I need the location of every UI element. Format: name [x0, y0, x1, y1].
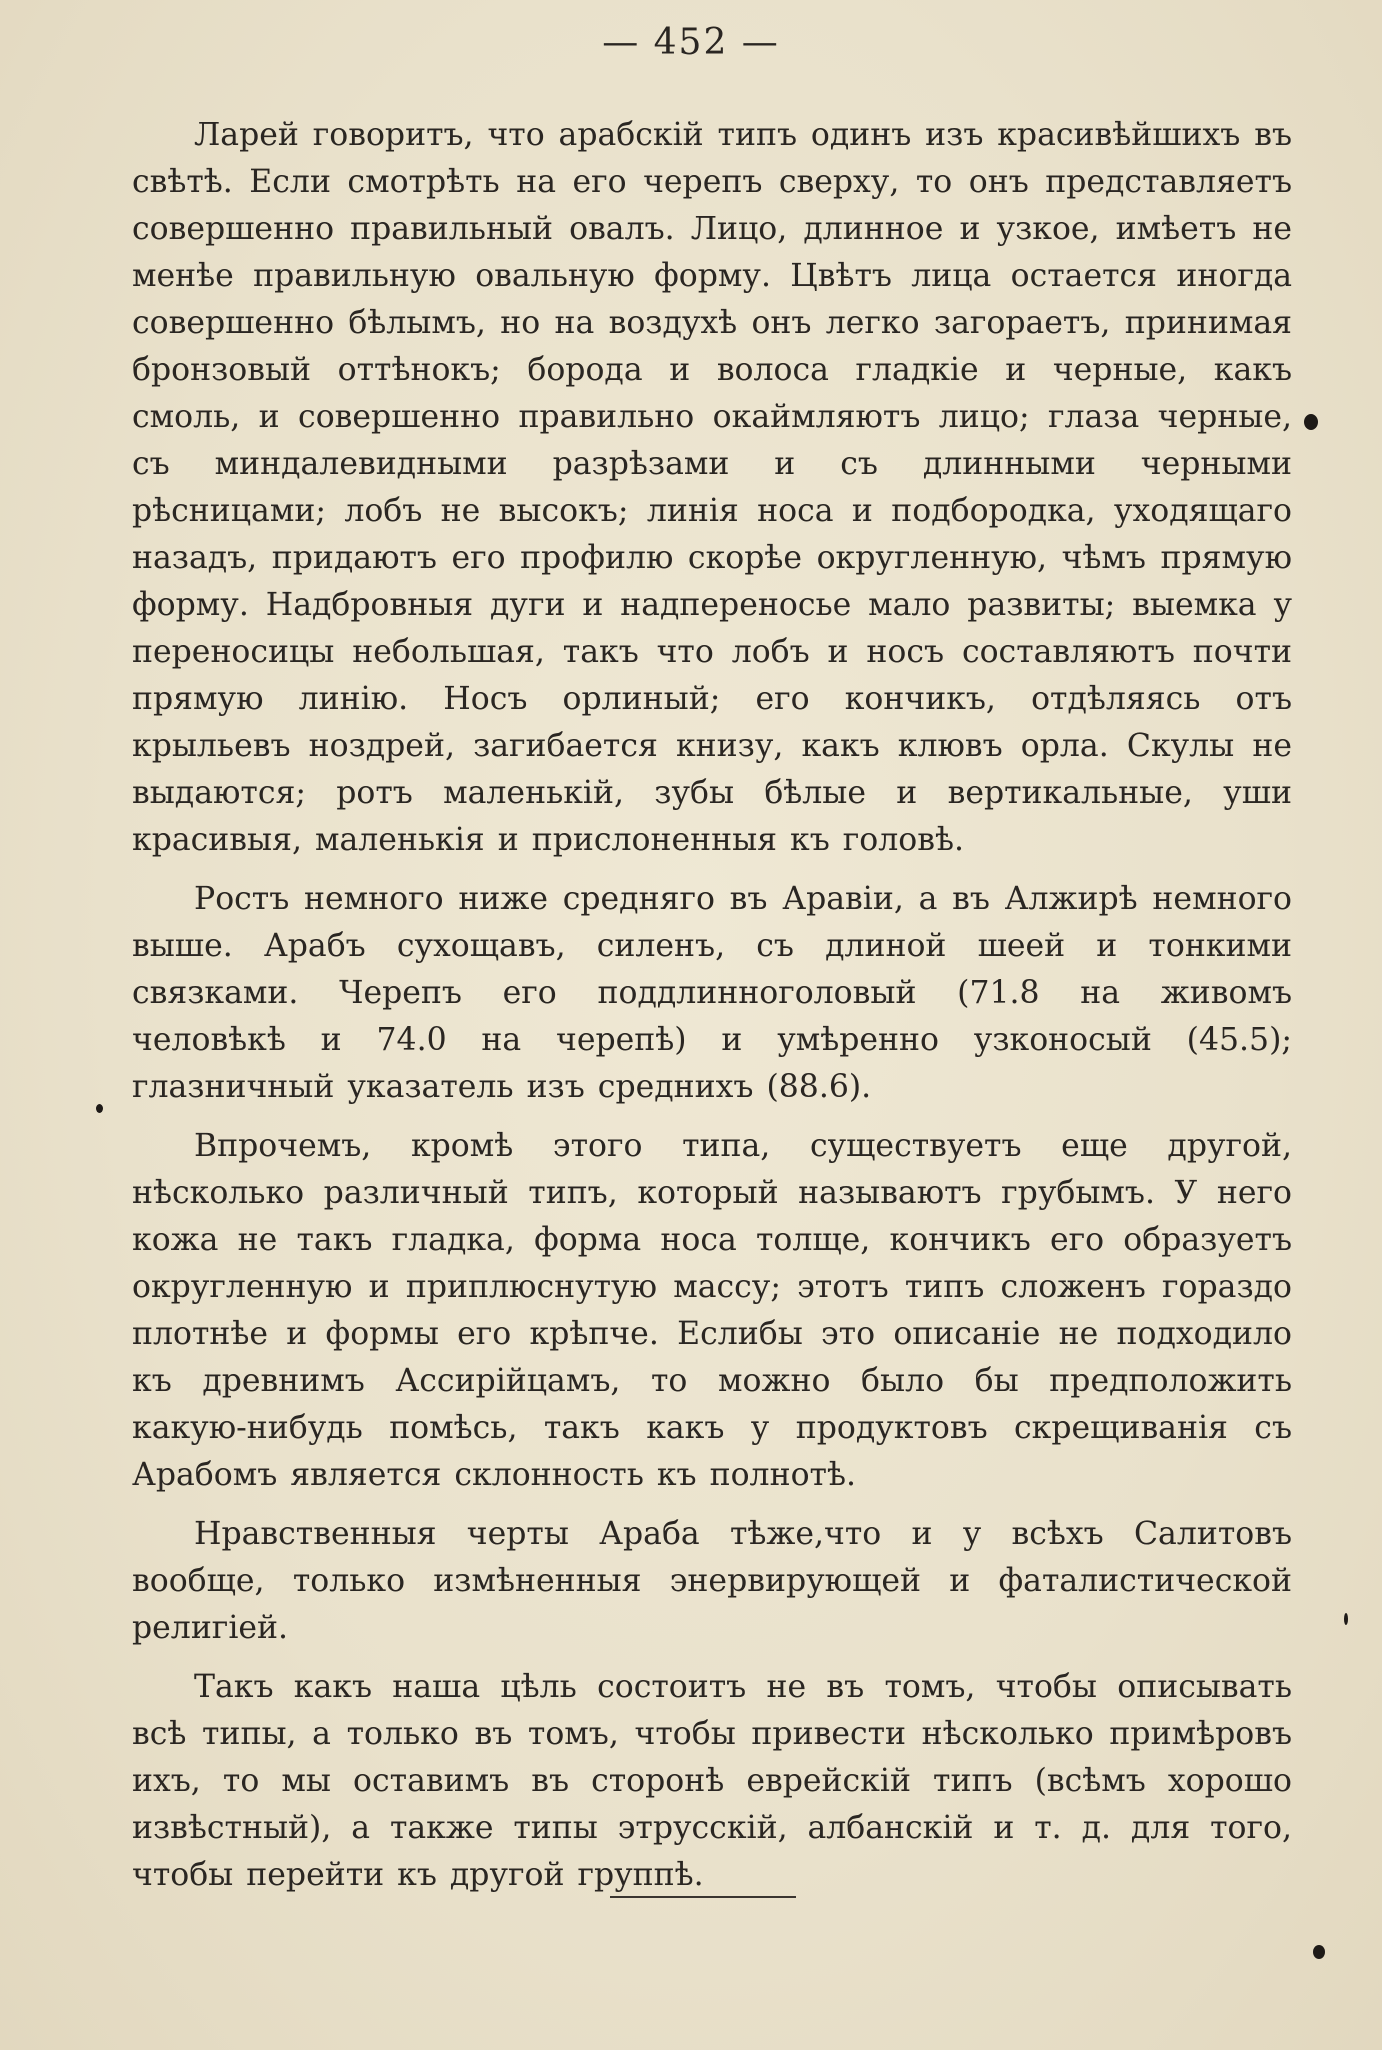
paragraph-conclusion: Такъ какъ наша цѣль состоитъ не въ томъ, чтобы описывать всѣ типы, а только въ томъ, чтобы привести нѣсколько примѣровъ ихъ, то мы оставимъ въ сторонѣ еврейскій типъ (всѣмъ хорошо извѣстный), а также типы этрусскій, албанскій и т. д. для того, чтобы перейти къ другой группѣ. — [132, 1669, 1292, 1893]
paragraph-height-skull: Ростъ немного ниже средняго въ Аравіи, а въ Алжирѣ немного выше. Арабъ сухощавъ, силенъ, съ длиной шеей и тонкими связками. Черепъ его поддлинноголовый (71.8 на живомъ человѣкѣ и 74.0 на черепѣ) и умѣренно узконосый (45.5); глазничный указатель изъ среднихъ (88.6). — [132, 881, 1292, 1105]
paragraph-coarse-type: Впрочемъ, кромѣ этого типа, существуетъ еще другой, нѣсколько различный типъ, который называютъ грубымъ. У него кожа не такъ гладка, форма носа толще, кончикъ его образуетъ округленную и приплюснутую массу; этотъ типъ сложенъ гораздо плотнѣе и формы его крѣпче. Еслибы это описаніе не подходило къ древнимъ Ассирійцамъ, то можно было бы предположить какую-нибудь помѣсь, такъ какъ у продуктовъ скрещиванія съ Арабомъ является склонность къ полнотѣ. — [132, 1128, 1292, 1493]
section-end-rule — [610, 1896, 796, 1898]
paragraph-arab-type-description: Ларей говоритъ, что арабскій типъ одинъ изъ красивѣйшихъ въ свѣтѣ. Если смотрѣть на его черепъ сверху, то онъ представляетъ совершенно правильный овалъ. Лицо, длинное и узкое, имѣетъ не менѣе правильную овальную форму. Цвѣтъ лица остается иногда совершенно бѣлымъ, но на воздухѣ онъ легко загораетъ, принимая бронзовый оттѣнокъ; борода и волоса гладкіе и черные, какъ смоль, и совершенно правильно окаймляютъ лицо; глаза черные, съ миндалевидными разрѣзами и съ длинными черными рѣсницами; лобъ не высокъ; линія носа и подбородка, уходящаго назадъ, придаютъ его профилю скорѣе округленную, чѣмъ прямую форму. Надбровныя дуги и надпереносье мало развиты; выемка у переносицы небольшая, такъ что лобъ и носъ составляютъ почти прямую линію. Носъ орлиный; его кончикъ, отдѣляясь отъ крыльевъ ноздрей, загибается книзу, какъ клювъ орла. Скулы не выдаются; ротъ маленькій, зубы бѣлые и вертикальные, уши красивыя, маленькія и прислоненныя къ головѣ. — [132, 117, 1292, 858]
ink-speck — [96, 1104, 103, 1113]
ink-speck — [1313, 1945, 1325, 1959]
ink-speck — [1344, 1613, 1348, 1625]
ink-speck — [1304, 414, 1318, 430]
paragraph-moral-traits: Нравственныя черты Араба тѣже,что и у всѣхъ Салитовъ вообще, только измѣненныя энервирующей и фаталистической религіей. — [132, 1516, 1292, 1646]
page-number: — 452 — — [602, 22, 780, 63]
body-text — [132, 112, 1292, 1899]
